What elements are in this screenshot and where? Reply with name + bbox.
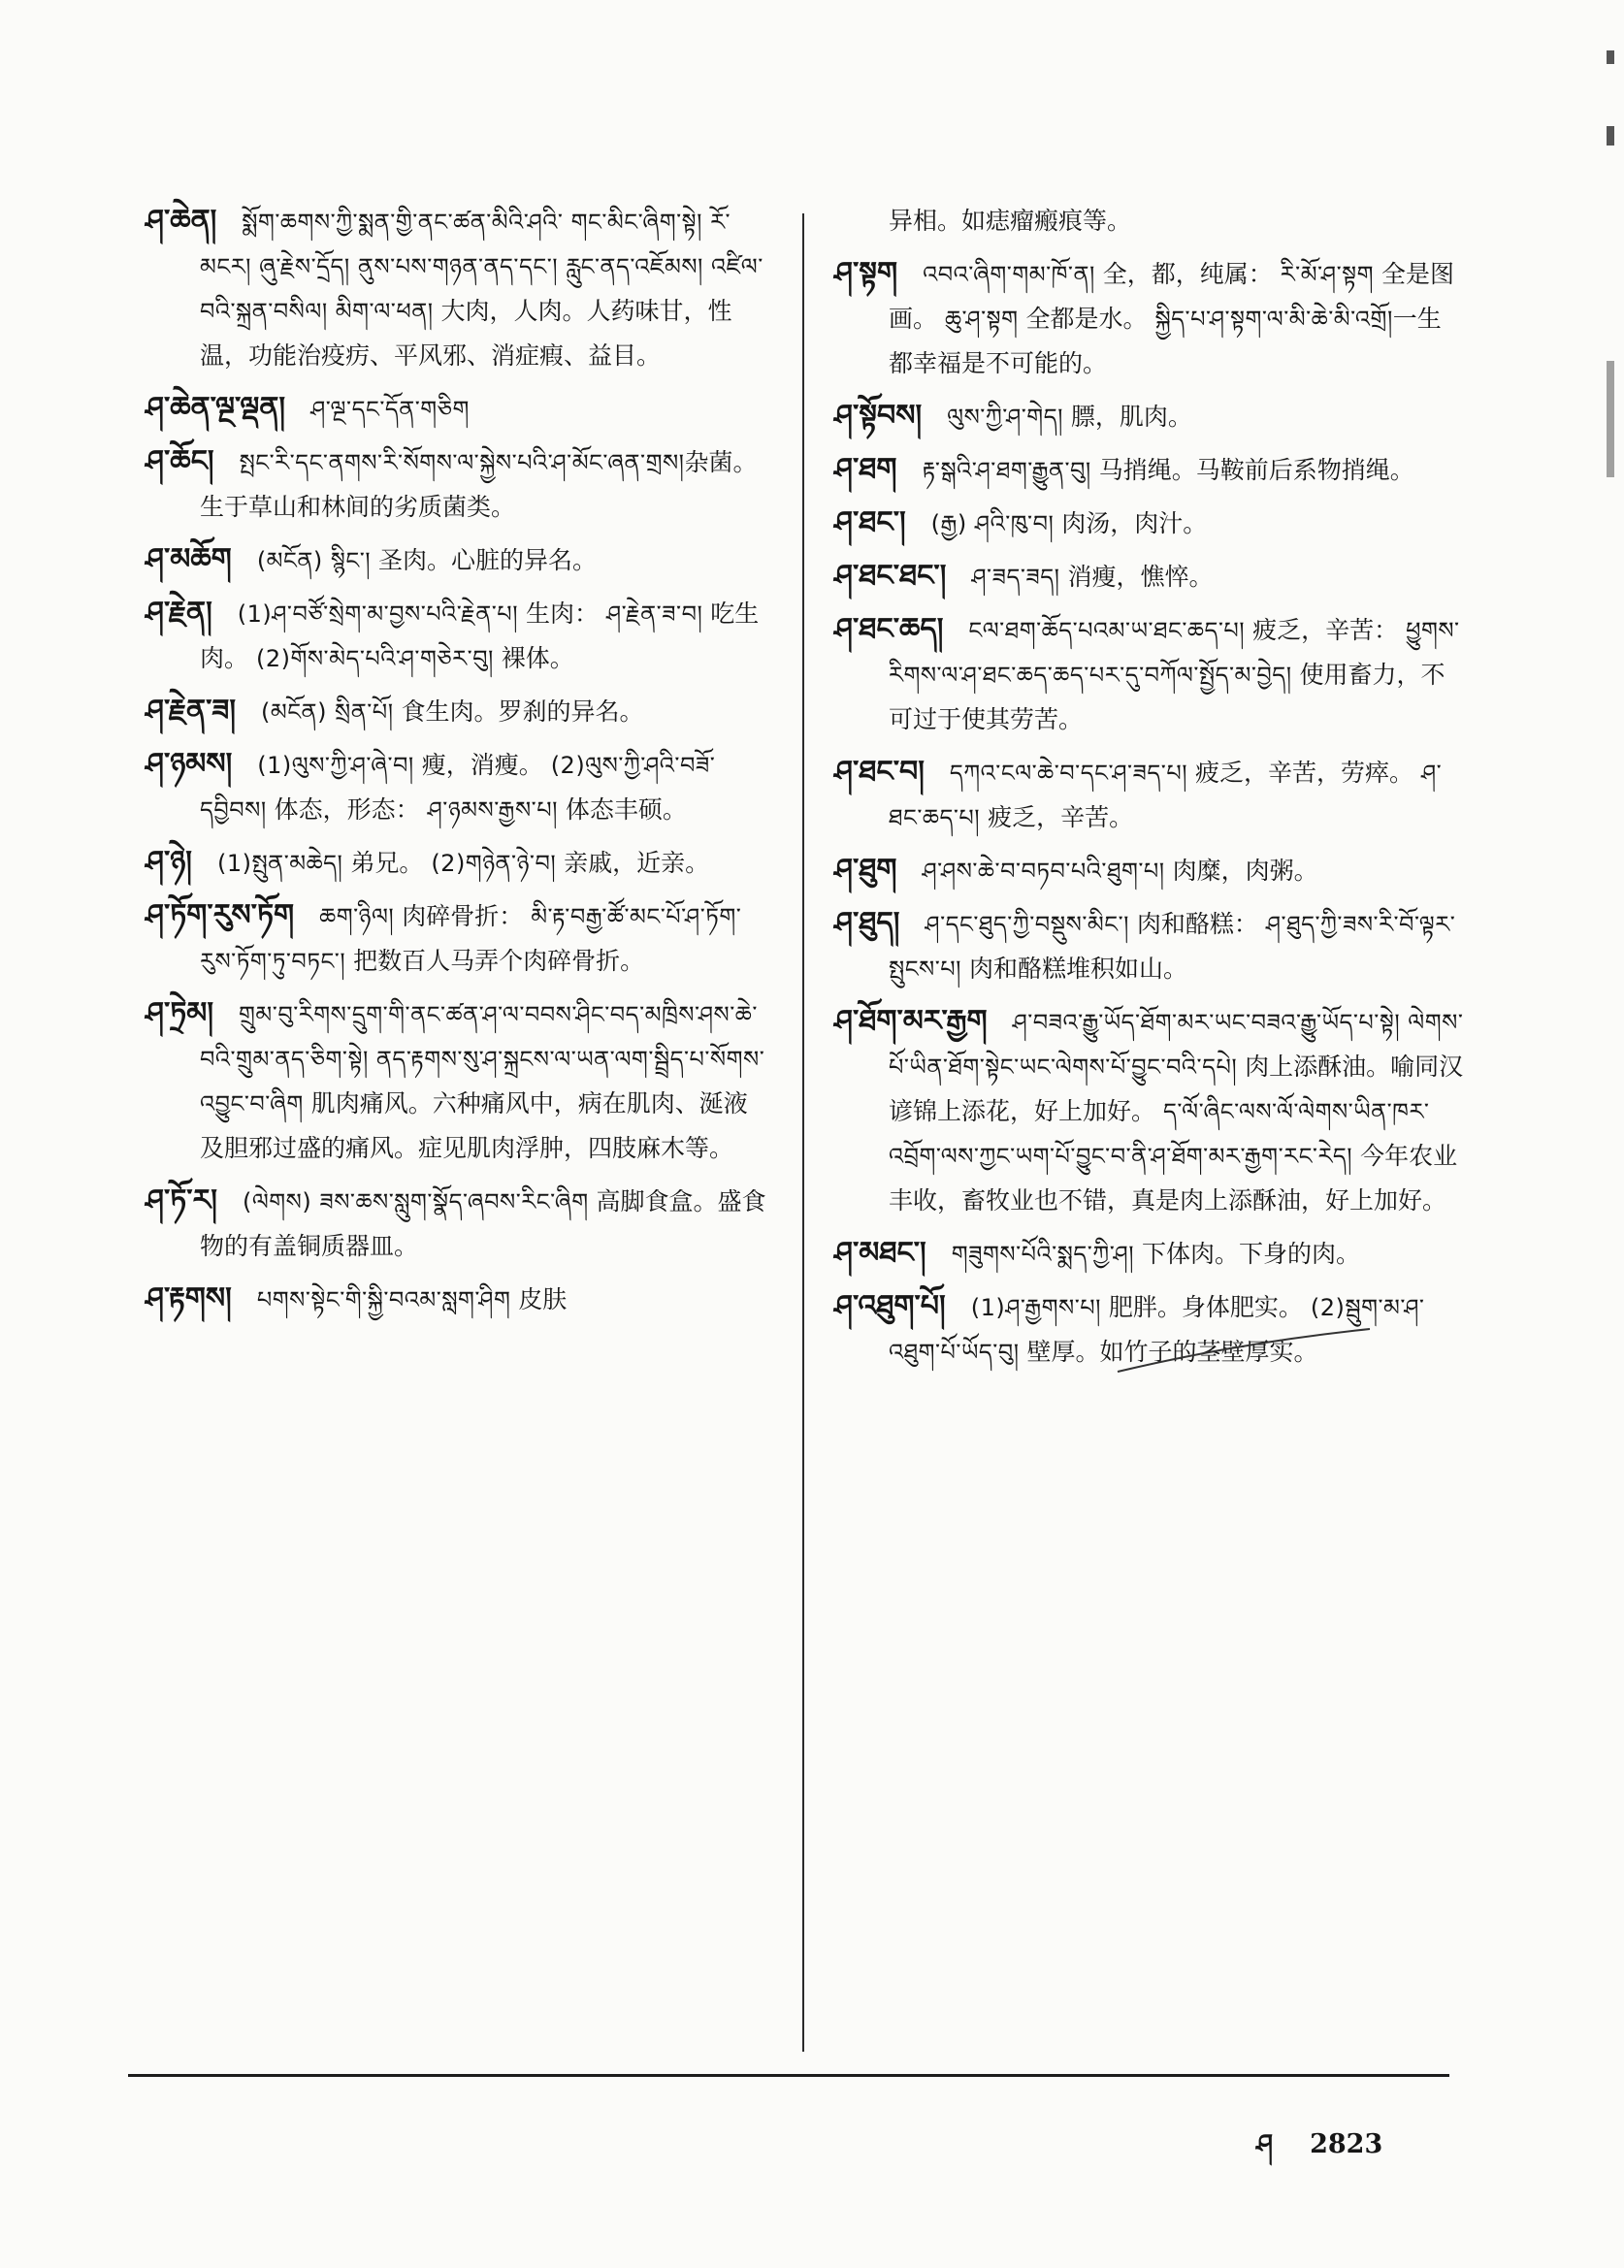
footer-rule [128, 2074, 1449, 2077]
tibetan-sense-2: (2)ལུས་ཀྱི་ཤའི་བཟོ་དབྱིབས། [200, 752, 716, 824]
tibetan-definition: ལུས་ཀྱི་ཤ་གེད། [947, 404, 1063, 431]
dictionary-entry [834, 501, 1465, 546]
chinese-definition: 肉碎骨折： [402, 902, 524, 930]
chinese-definition: 高脚食盒。盛食物的有盖铜质器皿。 [200, 1187, 766, 1260]
headword: ཤ་ཐུད། [834, 906, 900, 940]
section-letter: ཤ [1256, 2129, 1274, 2159]
chinese-example: 吃生肉。 [200, 599, 760, 672]
tibetan-example: རི་མོ་ཤ་སྟག [1280, 261, 1375, 288]
chinese-example: 肉和酪糕堆积如山。 [968, 955, 1187, 983]
headword: ཤ་ཏོ་ར། [146, 1183, 217, 1217]
dictionary-entry [834, 394, 1465, 439]
tibetan-definition: དཀའ་ངལ་ཆེ་བ་དང་ཤ་ཟད་པ། [949, 760, 1188, 787]
chinese-definition: 下体肉。下身的肉。 [1142, 1240, 1361, 1268]
dictionary-entry [834, 1231, 1465, 1277]
chinese-definition: 圣肉。心脏的异名。 [378, 546, 598, 574]
tibetan-example: ད་ལོ་ཞིང་ལས་ལོ་ལེགས་ཡིན་ཁར་འབྲོག་ལས་ཀྱང་ཡག་པོ་བྱུང་བ་ནི་ཤ་ཐོག་མར་རྒྱག་རང་རེད། [889, 1098, 1430, 1170]
chinese-definition: 肉糜，肉粥。 [1172, 857, 1318, 885]
tibetan-definition: (ལེགས) ཟས་ཆས་སླུག་སྣོད་ཞབས་རིང་ཞིག [242, 1188, 589, 1215]
headword: ཤ་ཉམས། [146, 747, 233, 781]
chinese-definition: 生肉： [525, 599, 599, 628]
headword: ཤ་མཆོག [146, 542, 232, 576]
dictionary-entry [834, 554, 1465, 599]
headword: ཤ་ཐག [834, 452, 897, 486]
chinese-sense-2: 体态，形态： [274, 795, 420, 824]
chinese-definition: 全，都，纯属： [1102, 260, 1273, 288]
tibetan-example: ཤ་ཉམས་རྒྱས་པ། [427, 796, 558, 824]
tibetan-definition: གྲུམ་བུ་རིགས་དྲུག་གི་ནང་ཚན་ཤ་ལ་བབས་ཤིང་བད་མཁྲིས་ཤས་ཆེ་བའི་གྲུམ་ནད་ཅིག་སྟེ། ནད་རྟགས་སུ་ཤ་སྐྲངས་ལ་ཡན་ལག་སྦྲིད་པ་སོགས་འབྱུང་བ་ཞིག [200, 1001, 765, 1118]
tibetan-example: མི་རྟ་བརྒྱ་ཚོ་མང་པོ་ཤ་ཏོག་རུས་ཏོག་ཏུ་བཏང་། [200, 903, 742, 975]
tibetan-definition: (1)སྤུན་མཆེད། [216, 850, 343, 877]
dictionary-entry [146, 386, 766, 432]
chinese-definition: 瘦，消瘦。 [421, 751, 543, 779]
dictionary-entry [834, 901, 1465, 991]
dictionary-entry [834, 447, 1465, 493]
tibetan-definition: ཤ་དང་ཐུད་ཀྱི་བསྡུས་མིང་། [925, 911, 1129, 938]
chinese-definition: 马捎绳。马鞍前后系物捎绳。 [1098, 456, 1414, 484]
column-divider [802, 213, 804, 2052]
scan-edge-mark [1607, 126, 1614, 146]
dictionary-entry [834, 607, 1465, 742]
dictionary-entry [146, 1179, 766, 1269]
scan-edge-mark [1607, 50, 1614, 64]
chinese-example: 把数百人马弄个肉碎骨折。 [353, 947, 645, 975]
page-number: 2823 [1310, 2129, 1383, 2159]
chinese-example: 疲乏，辛苦。 [988, 803, 1134, 831]
chinese-example: 体态丰硕。 [565, 795, 687, 824]
chinese-definition: 杂菌。生于草山和林间的劣质菌类。 [200, 448, 758, 521]
chinese-definition: 疲乏，辛苦，劳瘁。 [1195, 759, 1414, 787]
tibetan-definition: (མངོན) སྲིན་པོ། [261, 698, 394, 726]
tibetan-definition: འབའ་ཞིག་གམ་ཁོ་ན། [923, 261, 1095, 288]
scan-edge-mark [1607, 361, 1614, 477]
headword: ཤ་འཐུག་པོ། [834, 1289, 946, 1323]
headword: ཤ་ཐུག [834, 853, 897, 887]
headword: ཤ་ཐང་ཆད། [834, 612, 944, 646]
tibetan-definition: (1)ལུས་ཀྱི་ཤ་ཞེ་བ། [257, 752, 414, 779]
chinese-definition: 异相。如痣瘤瘢痕等。 [889, 207, 1132, 235]
headword: ཤ་མཐང་། [834, 1236, 926, 1270]
tibetan-definition: ཤ་ཟད་ཟད། [971, 564, 1060, 591]
chinese-definition: 肌肉痛风。六种痛风中，病在肌肉、涎液及胆邪过盛的痛风。症见肌肉浮肿，四肢麻木等。 [200, 1089, 748, 1162]
headword: ཤ་ཆེན། [146, 204, 217, 238]
chinese-definition: 消瘦，憔悴。 [1067, 563, 1214, 591]
page-footer [1256, 2115, 1419, 2188]
headword: ཤ་ཐོག་མར་རྒྱག [834, 1004, 988, 1038]
chinese-definition: 肉汤，肉汁。 [1061, 509, 1208, 537]
tibetan-definition: (མངོན) སྙིང་། [256, 547, 372, 574]
tibetan-definition: (1)ཤ་བཙོ་སྲེག་མ་བྱས་པའི་རྗེན་པ། [237, 600, 519, 628]
dictionary-entry [146, 537, 766, 583]
dictionary-entry [146, 1277, 766, 1322]
headword: ཤ་སྟག [834, 256, 898, 290]
tibetan-definition: པགས་སྟེང་གི་སྐྱི་བའམ་སླག་ཤིག [256, 1286, 511, 1313]
dictionary-entry [146, 840, 766, 886]
continued-definition [889, 199, 1465, 243]
tibetan-definition: (རྒྱ) ཤའི་ཁུ་བ། [930, 510, 1055, 537]
tibetan-definition: ཤ་བཟའ་རྒྱུ་ཡོད་ཐོག་མར་ཡང་བཟའ་རྒྱུ་ཡོད་པ་སྟེ། ལེགས་པོ་ཡིན་ཐོག་སྟེང་ཡང་ལེགས་པོ་བྱུང་བའི་དཔེ། [889, 1009, 1464, 1081]
chinese-example: 全是图画。 [889, 260, 1454, 333]
headword: ཤ་ཐང་ཐང་། [834, 559, 947, 593]
headword: ཤ་ཏྲེམ། [146, 996, 214, 1030]
tibetan-example: ཤ་ཐང་ཆད་པ། [889, 760, 1443, 831]
tibetan-sense-2: (2)གཉེན་ཉེ་བ། [431, 850, 557, 877]
tibetan-definition: (1)ཤ་རྒྱགས་པ། [970, 1294, 1101, 1321]
tibetan-definition: ཤ་ཤས་ཆེ་བ་བཏབ་པའི་ཐུག་པ། [922, 858, 1165, 885]
chinese-definition: 肥胖。身体肥实。 [1108, 1293, 1303, 1321]
chinese-example: 今年农业丰收，畜牧业也不错，真是肉上添酥油，好上加好。 [889, 1142, 1458, 1215]
tibetan-definition: གཟུགས་པོའི་སྨད་ཀྱི་ཤ། [951, 1241, 1135, 1268]
chinese-definition: 膘，肌肉。 [1070, 403, 1192, 431]
dictionary-entry [834, 848, 1465, 893]
headword: ཤ་སྟོབས། [834, 399, 923, 433]
headword: ཤ་ཆེན་ལྔ་ལྡན། [146, 391, 286, 425]
headword: ཤ་རྗེན། [146, 596, 212, 630]
tibetan-example: ཤ་རྗེན་ཟ་བ། [605, 600, 703, 628]
dictionary-entry [146, 439, 766, 530]
chinese-sense-2: 亲戚，近亲。 [564, 849, 710, 877]
chinese-example: 全都是水。 [1025, 305, 1148, 333]
chinese-definition: 食生肉。罗刹的异名。 [401, 697, 644, 726]
dictionary-entry [146, 742, 766, 832]
headword: ཤ་ཆོང། [146, 444, 214, 478]
chinese-definition: 疲乏，辛苦： [1252, 616, 1399, 644]
dictionary-entry [146, 893, 766, 984]
headword: ཤ་རྗེན་ཟ། [146, 694, 236, 728]
tibetan-example: ཆུ་ཤ་སྟག [944, 306, 1019, 333]
chinese-sense-2: 壁厚。如竹子的茎壁厚实。 [1026, 1338, 1318, 1366]
tibetan-definition: ཆག་ཉིལ། [319, 903, 395, 930]
headword: ཤ་རྟགས། [146, 1281, 232, 1315]
headword: ཤ་ཐང་། [834, 505, 906, 539]
chinese-definition: 弟兄。 [350, 849, 424, 877]
chinese-example: 一生都幸福是不可能的。 [889, 305, 1442, 377]
tibetan-sense-2: (2)གོས་མེད་པའི་ཤ་གཅེར་བུ། [255, 645, 494, 672]
headword: ཤ་ཉེ། [146, 845, 192, 879]
chinese-definition: 大肉，人肉。人药味甘，性温，功能治疫疠、平风邪、消症瘕、益目。 [200, 297, 732, 370]
chinese-definition: 皮肤 [518, 1285, 568, 1313]
tibetan-example: ཤ་ཐུད་ཀྱི་ཟས་རི་བོ་ལྟར་སྤུངས་པ། [889, 911, 1456, 983]
chinese-example: 使用畜力，不可过于使其劳苦。 [889, 661, 1445, 733]
dictionary-entry [146, 199, 766, 378]
left-column [146, 199, 766, 1330]
headword: ཤ་ཏོག་རུས་ཏོག [146, 898, 295, 932]
right-column [834, 199, 1465, 1382]
tibetan-sense-2: (2)སྦུག་མ་ཤ་འཐུག་པོ་ཡོད་བུ། [889, 1294, 1425, 1366]
dictionary-entry [834, 251, 1465, 386]
dictionary-entry [834, 750, 1465, 840]
chinese-definition: 肉上添酥油。喻同汉谚锦上添花，好上加好。 [889, 1053, 1464, 1125]
tibetan-definition: ཤ་ལྔ་དང་དོན་གཅིག [310, 396, 470, 423]
tibetan-definition: སྨོག་ཆགས་ཀྱི་སྨན་གྱི་ནང་ཚན་མིའི་ཤའི་ གང་མིང་ཞིག་སྟེ། རོ་མངར། ཞུ་རྗེས་དྲོད། ནུས་པས་གཉན་ནད་དང་། རླུང་ནད་འཇོམས། འཛིལ་བའི་སྐྲན་བསིལ། མིག་ལ་ཕན། [200, 209, 763, 325]
chinese-definition: 肉和酪糕： [1136, 910, 1258, 938]
tibetan-definition: ངལ་ཐག་ཆོད་པའམ་ཡ་ཐང་ཆད་པ། [968, 617, 1246, 644]
dictionary-entry [146, 591, 766, 681]
tibetan-example: ཕྱུགས་རིགས་ལ་ཤ་ཐང་ཆད་ཆད་པར་དུ་བཀོལ་སྤྱོད་མ་བྱེད། [889, 617, 1460, 689]
tibetan-example: སྐྱིད་པ་ཤ་སྟག་ལ་མི་ཆེ་མི་འགྲོ། [1154, 306, 1393, 333]
dictionary-entry [146, 991, 766, 1171]
pen-mark [1116, 1327, 1373, 1374]
tibetan-definition: སྤང་རི་དང་ནགས་རི་སོགས་ལ་སྐྱེས་པའི་ཤ་མོང་ཞན་གྲས། [239, 449, 685, 476]
dictionary-entry [146, 689, 766, 734]
headword: ཤ་ཐང་བ། [834, 755, 925, 789]
chinese-sense-2: 裸体。 [501, 644, 574, 672]
tibetan-definition: རྟ་སྒའི་ཤ་ཐག་རྒྱུན་བུ། [922, 457, 1091, 484]
dictionary-entry [834, 999, 1465, 1223]
